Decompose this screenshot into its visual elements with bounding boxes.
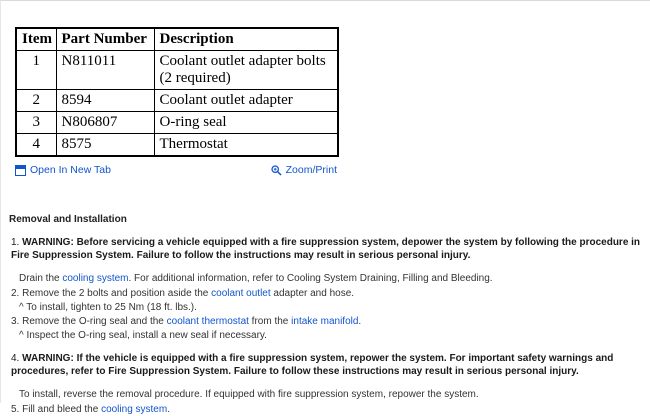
table-row — [16, 90, 338, 112]
header-cell-part-number: Part Number — [56, 28, 154, 51]
cell-part-number: 8575 — [56, 134, 154, 157]
paragraph-text: WARNING: If the vehicle is equipped with a fire suppression system, repower the system. For important safety warnings and procedures, refer to Fire Suppression System. Failure to follow these instructions may result in serious personal injury. — [11, 353, 614, 377]
paragraph-text: 4. — [11, 353, 23, 364]
figure-links — [15, 164, 337, 176]
cell-description: Coolant outlet adapter bolts (2 required) — [154, 51, 338, 90]
paragraph-text: Drain the — [19, 273, 63, 284]
paragraph-text: 3. Remove the O-ring seal and the — [11, 316, 167, 327]
parts-table — [15, 27, 339, 157]
paragraph-text: 1. — [11, 237, 23, 248]
paragraph-text: ^ Inspect the O-ring seal, install a new seal if necessary. — [19, 330, 267, 341]
paragraph-text: from the — [248, 316, 292, 327]
cell-item: 2 — [16, 90, 56, 112]
procedure-steps — [9, 236, 642, 416]
paragraph-text: . For additional information, refer to Cooling System Draining, Filling and Bleeding. — [128, 273, 493, 284]
cell-part-number: N806807 — [56, 112, 154, 134]
inline-link[interactable]: coolant outlet — [211, 288, 271, 299]
procedure-paragraph — [11, 403, 642, 416]
paragraph-text: . — [358, 316, 362, 327]
procedure-content — [9, 213, 642, 416]
procedure-paragraph — [19, 388, 642, 401]
cell-item: 4 — [16, 134, 56, 157]
table-header-row — [16, 28, 338, 51]
procedure-paragraph — [11, 287, 642, 300]
cell-description: Thermostat — [154, 134, 338, 157]
open-in-new-tab-link[interactable] — [15, 164, 111, 176]
paragraph-text: WARNING: Before servicing a vehicle equipped with a fire suppression system, depower the system by following the procedure in Fire Suppression System. Failure to follow the instructions may result in serious personal injury. — [11, 237, 641, 261]
paragraph-text: To install, reverse the removal procedure. If equipped with fire suppression system, repower the system. — [19, 389, 479, 400]
open-in-new-tab-icon — [15, 165, 26, 176]
paragraph-text: . — [167, 404, 170, 415]
cell-description: Coolant outlet adapter — [154, 90, 338, 112]
procedure-paragraph — [19, 329, 642, 342]
procedure-paragraph — [19, 272, 642, 285]
procedure-paragraph — [11, 236, 642, 262]
procedure-paragraph — [19, 301, 642, 314]
cell-part-number: 8594 — [56, 90, 154, 112]
procedure-paragraph — [11, 315, 642, 328]
zoom-print-link[interactable] — [271, 164, 337, 176]
inline-link[interactable]: intake manifold — [291, 316, 359, 327]
inline-link[interactable]: cooling system — [62, 273, 129, 284]
table-row — [16, 134, 338, 157]
removal-installation-heading: Removal and Installation — [9, 214, 127, 225]
zoom-print-label: Zoom/Print — [285, 164, 337, 176]
procedure-paragraph — [11, 352, 642, 378]
parts-table-wrap — [15, 27, 650, 157]
inline-link[interactable]: cooling system — [101, 404, 168, 415]
cell-part-number: N811011 — [56, 51, 154, 90]
paragraph-text: 5. Fill and bleed the — [11, 404, 102, 415]
header-cell-item: Item — [16, 28, 56, 51]
paragraph-text: ^ To install, tighten to 25 Nm (18 ft. lbs.). — [19, 302, 197, 313]
cell-item: 3 — [16, 112, 56, 134]
header-cell-description: Description — [154, 28, 338, 51]
cell-description: O-ring seal — [154, 112, 338, 134]
cell-item: 1 — [16, 51, 56, 90]
paragraph-text: 2. Remove the 2 bolts and position aside the — [11, 288, 212, 299]
open-in-new-tab-label: Open In New Tab — [30, 164, 111, 176]
inline-link[interactable]: coolant thermostat — [166, 316, 249, 327]
table-row — [16, 51, 338, 90]
parts-table-body — [16, 51, 338, 157]
table-row — [16, 112, 338, 134]
zoom-icon — [271, 165, 282, 176]
paragraph-text: adapter and hose. — [270, 288, 355, 299]
